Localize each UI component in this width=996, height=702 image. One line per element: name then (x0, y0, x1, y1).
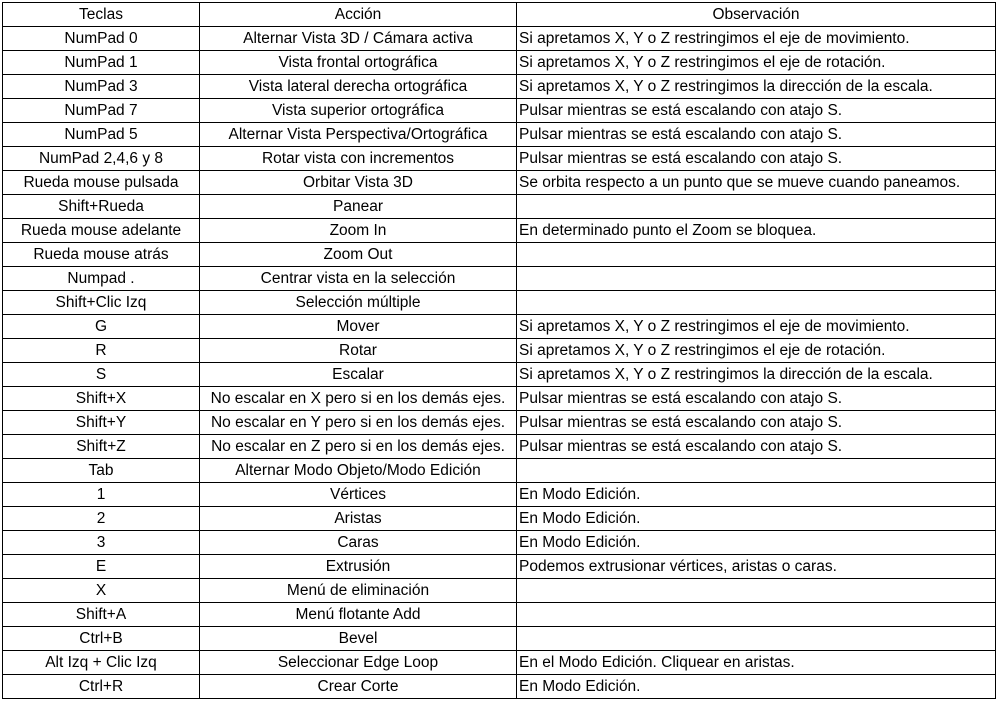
row-action-cell: No escalar en Y pero si en los demás ejes. (200, 411, 517, 435)
table-row (3, 51, 996, 75)
row-key-cell: Shift+Z (3, 435, 200, 459)
row-note-cell: En Modo Edición. (517, 507, 996, 531)
table-row (3, 387, 996, 411)
row-note-cell: Si apretamos X, Y o Z restringimos la dirección de la escala. (517, 75, 996, 99)
row-action-cell: Alternar Vista 3D / Cámara activa (200, 27, 517, 51)
row-key-cell: Numpad . (3, 267, 200, 291)
row-action-cell: Vértices (200, 483, 517, 507)
row-action-cell: Aristas (200, 507, 517, 531)
row-key-cell: Rueda mouse atrás (3, 243, 200, 267)
row-key-cell: 2 (3, 507, 200, 531)
row-key-cell: NumPad 2,4,6 y 8 (3, 147, 200, 171)
table-row (3, 411, 996, 435)
row-note-cell: Pulsar mientras se está escalando con atajo S. (517, 435, 996, 459)
row-note-cell: Si apretamos X, Y o Z restringimos la dirección de la escala. (517, 363, 996, 387)
row-note-cell: Pulsar mientras se está escalando con atajo S. (517, 147, 996, 171)
row-key-cell: Ctrl+R (3, 675, 200, 699)
table-row (3, 315, 996, 339)
table-row (3, 435, 996, 459)
row-action-cell: Extrusión (200, 555, 517, 579)
table-row (3, 507, 996, 531)
header-accion: Acción (200, 3, 517, 27)
row-action-cell: Menú de eliminación (200, 579, 517, 603)
table-row (3, 195, 996, 219)
row-note-cell: Pulsar mientras se está escalando con atajo S. (517, 123, 996, 147)
table-row (3, 123, 996, 147)
row-action-cell: Vista superior ortográfica (200, 99, 517, 123)
row-action-cell: Rotar (200, 339, 517, 363)
row-key-cell: 1 (3, 483, 200, 507)
header-teclas: Teclas (3, 3, 200, 27)
table-row (3, 675, 996, 699)
row-key-cell: NumPad 5 (3, 123, 200, 147)
row-action-cell: Vista lateral derecha ortográfica (200, 75, 517, 99)
row-action-cell: Crear Corte (200, 675, 517, 699)
table-row (3, 339, 996, 363)
table-row (3, 579, 996, 603)
table-row (3, 363, 996, 387)
table-row (3, 27, 996, 51)
table-row (3, 267, 996, 291)
row-key-cell: Shift+Y (3, 411, 200, 435)
row-key-cell: S (3, 363, 200, 387)
row-action-cell: Zoom In (200, 219, 517, 243)
table-row (3, 531, 996, 555)
table-row (3, 243, 996, 267)
row-action-cell: No escalar en X pero si en los demás ejes. (200, 387, 517, 411)
table-row (3, 483, 996, 507)
table-row (3, 603, 996, 627)
table-row (3, 171, 996, 195)
shortcuts-table (2, 2, 996, 699)
row-action-cell: Menú flotante Add (200, 603, 517, 627)
row-note-cell: Si apretamos X, Y o Z restringimos el eje de movimiento. (517, 27, 996, 51)
row-key-cell: Rueda mouse adelante (3, 219, 200, 243)
table-row (3, 219, 996, 243)
row-action-cell: Bevel (200, 627, 517, 651)
row-action-cell: Selección múltiple (200, 291, 517, 315)
row-action-cell: Escalar (200, 363, 517, 387)
row-action-cell: Zoom Out (200, 243, 517, 267)
row-key-cell: 3 (3, 531, 200, 555)
row-note-cell: Si apretamos X, Y o Z restringimos el eje de movimiento. (517, 315, 996, 339)
row-key-cell: Shift+Clic Izq (3, 291, 200, 315)
table-row (3, 627, 996, 651)
row-key-cell: R (3, 339, 200, 363)
row-note-cell: En determinado punto el Zoom se bloquea. (517, 219, 996, 243)
table-row (3, 651, 996, 675)
row-key-cell: Shift+Rueda (3, 195, 200, 219)
row-action-cell: Orbitar Vista 3D (200, 171, 517, 195)
row-key-cell: NumPad 7 (3, 99, 200, 123)
row-note-cell (517, 195, 996, 219)
row-note-cell: En Modo Edición. (517, 675, 996, 699)
row-key-cell: Tab (3, 459, 200, 483)
row-action-cell: Panear (200, 195, 517, 219)
row-key-cell: Alt Izq + Clic Izq (3, 651, 200, 675)
table-row (3, 147, 996, 171)
row-action-cell: Seleccionar Edge Loop (200, 651, 517, 675)
row-note-cell: Podemos extrusionar vértices, aristas o caras. (517, 555, 996, 579)
row-key-cell: NumPad 0 (3, 27, 200, 51)
table-row (3, 555, 996, 579)
row-note-cell (517, 267, 996, 291)
row-note-cell: Pulsar mientras se está escalando con atajo S. (517, 99, 996, 123)
row-key-cell: X (3, 579, 200, 603)
row-key-cell: G (3, 315, 200, 339)
row-note-cell: Si apretamos X, Y o Z restringimos el eje de rotación. (517, 51, 996, 75)
row-key-cell: Ctrl+B (3, 627, 200, 651)
table-row (3, 291, 996, 315)
row-action-cell: No escalar en Z pero si en los demás ejes. (200, 435, 517, 459)
row-action-cell: Alternar Modo Objeto/Modo Edición (200, 459, 517, 483)
row-note-cell: Pulsar mientras se está escalando con atajo S. (517, 387, 996, 411)
row-key-cell: NumPad 1 (3, 51, 200, 75)
row-key-cell: Shift+A (3, 603, 200, 627)
row-action-cell: Vista frontal ortográfica (200, 51, 517, 75)
header-observacion: Observación (517, 3, 996, 27)
row-key-cell: NumPad 3 (3, 75, 200, 99)
row-note-cell (517, 579, 996, 603)
row-note-cell: Pulsar mientras se está escalando con atajo S. (517, 411, 996, 435)
row-key-cell: Shift+X (3, 387, 200, 411)
row-note-cell: Se orbita respecto a un punto que se mueve cuando paneamos. (517, 171, 996, 195)
table-row (3, 99, 996, 123)
row-note-cell (517, 291, 996, 315)
row-note-cell: En el Modo Edición. Cliquear en aristas. (517, 651, 996, 675)
row-action-cell: Caras (200, 531, 517, 555)
row-note-cell (517, 459, 996, 483)
row-note-cell: En Modo Edición. (517, 483, 996, 507)
row-note-cell: En Modo Edición. (517, 531, 996, 555)
row-action-cell: Centrar vista en la selección (200, 267, 517, 291)
row-note-cell (517, 243, 996, 267)
row-action-cell: Alternar Vista Perspectiva/Ortográfica (200, 123, 517, 147)
row-action-cell: Rotar vista con incrementos (200, 147, 517, 171)
row-key-cell: E (3, 555, 200, 579)
row-note-cell (517, 603, 996, 627)
table-row (3, 75, 996, 99)
row-action-cell: Mover (200, 315, 517, 339)
header-row (3, 3, 996, 27)
row-note-cell: Si apretamos X, Y o Z restringimos el eje de rotación. (517, 339, 996, 363)
row-note-cell (517, 627, 996, 651)
table-row (3, 459, 996, 483)
row-key-cell: Rueda mouse pulsada (3, 171, 200, 195)
